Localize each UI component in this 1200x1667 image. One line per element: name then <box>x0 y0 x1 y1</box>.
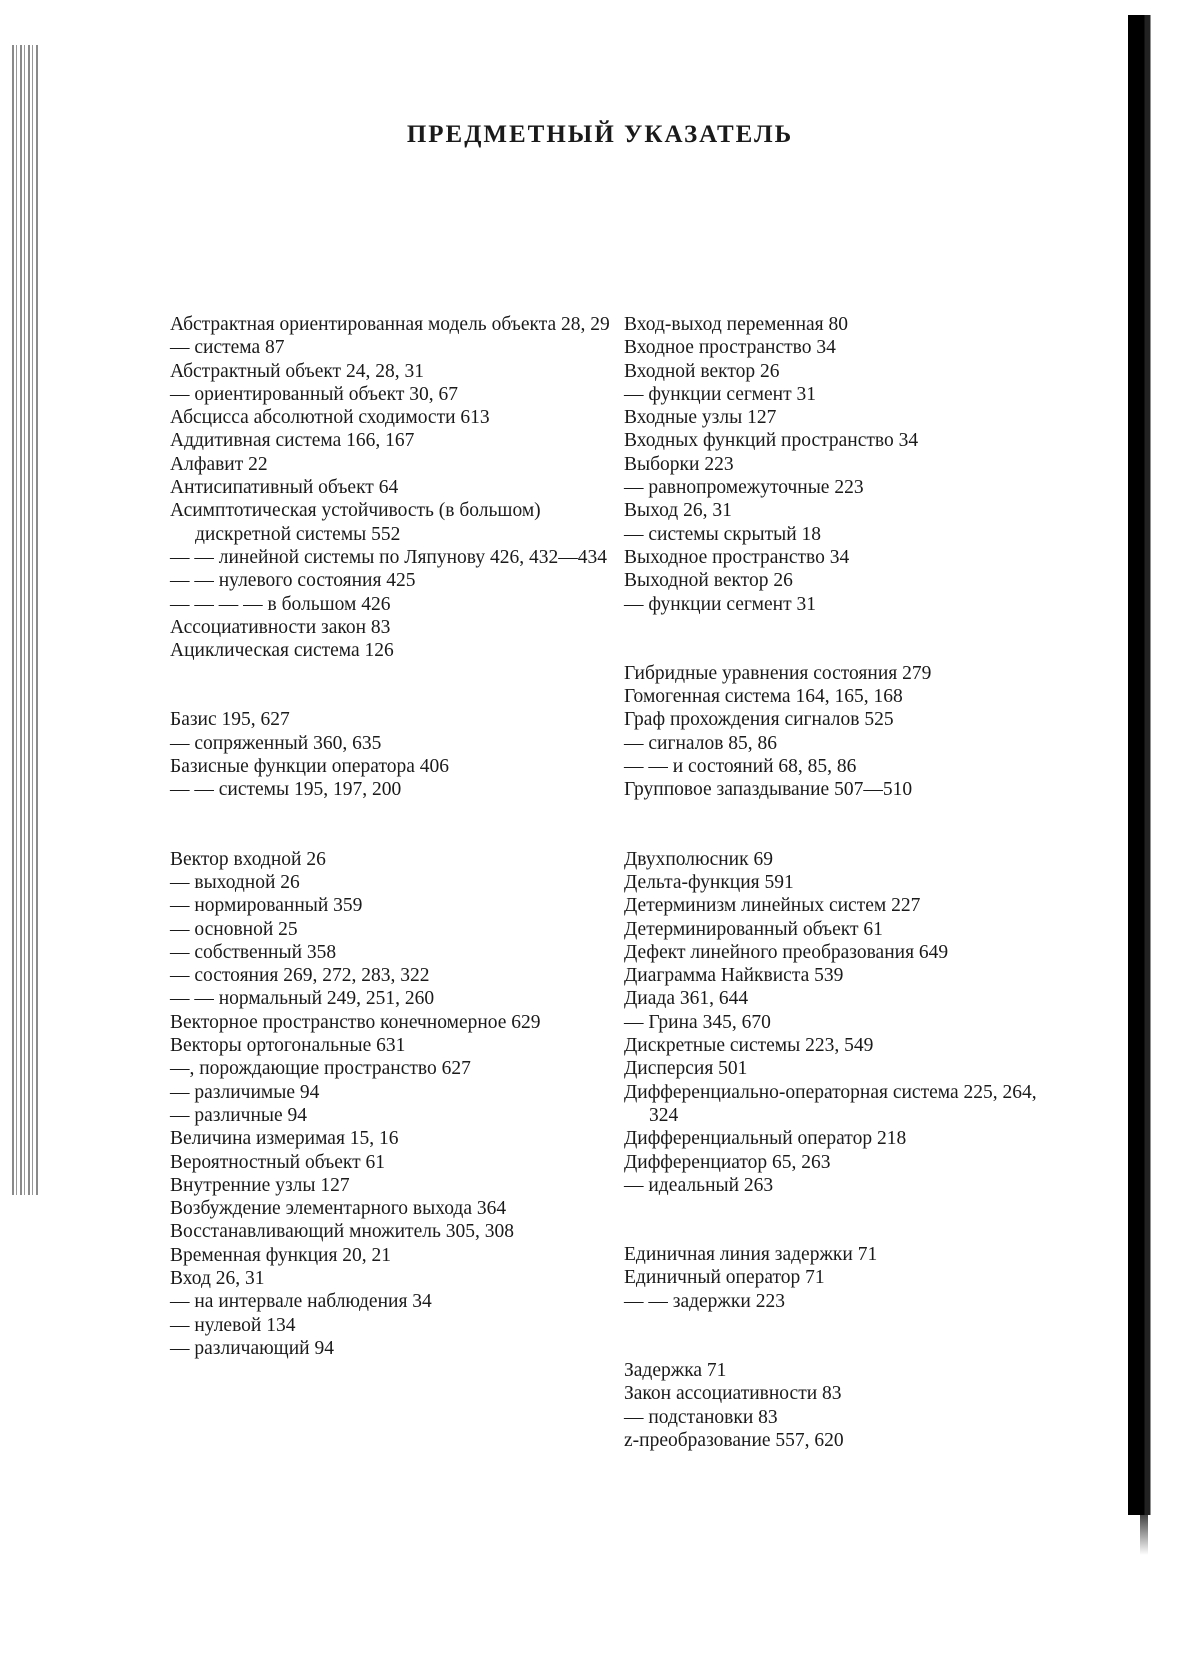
index-entry: — система 87 <box>170 337 285 359</box>
index-entry: — системы скрытый 18 <box>624 523 822 545</box>
index-entry: Дифференциатор 65, 263 <box>624 1151 831 1173</box>
index-entry: Величина измеримая 15, 16 <box>170 1128 399 1150</box>
index-entry: Выходной вектор 26 <box>624 570 793 592</box>
index-entry: — — и состояний 68, 85, 86 <box>624 756 857 778</box>
index-entry: Гомогенная система 164, 165, 168 <box>624 686 903 708</box>
index-section <box>170 848 610 1361</box>
index-entry: Дискретные системы 223, 549 <box>624 1035 874 1057</box>
index-entry: Выход 26, 31 <box>624 500 732 522</box>
index-entry: — функции сегмент 31 <box>624 383 816 405</box>
index-entry: — Грина 345, 670 <box>624 1011 771 1033</box>
index-entry: Входной вектор 26 <box>624 360 780 382</box>
index-entry: Единичная линия задержки 71 <box>624 1244 878 1266</box>
index-section <box>624 848 1064 1197</box>
index-entry: Вход-выход переменная 80 <box>624 314 849 335</box>
section-gap <box>624 1197 1064 1243</box>
index-entry: Возбуждение элементарного выхода 364 <box>170 1198 507 1220</box>
index-entry: Восстанавливающий множитель 305, 308 <box>170 1221 514 1243</box>
index-entry: Ассоциативности закон 83 <box>170 616 391 638</box>
index-entry: Векторы ортогональные 631 <box>170 1035 406 1057</box>
index-section <box>624 1359 1064 1452</box>
index-entry: Базис 195, 627 <box>170 709 290 731</box>
index-entry: Алфавит 22 <box>170 453 268 475</box>
index-entry: — сопряженный 360, 635 <box>170 732 382 754</box>
index-entry: Двухполюсник 69 <box>624 848 773 870</box>
index-entry: — различающий 94 <box>170 1337 334 1359</box>
section-gap <box>624 616 1064 662</box>
index-entry: Выборки 223 <box>624 453 734 475</box>
index-entry: — различимые 94 <box>170 1081 320 1103</box>
index-entry: Диаграмма Найквиста 539 <box>624 965 844 987</box>
index-entry: Временная функция 20, 21 <box>170 1244 392 1266</box>
index-entry: — основной 25 <box>170 918 298 940</box>
index-column-left <box>170 313 610 1360</box>
index-entry: Входные узлы 127 <box>624 407 777 429</box>
index-section <box>624 1243 1064 1313</box>
page-title: ПРЕДМЕТНЫЙ УКАЗАТЕЛЬ <box>406 121 794 148</box>
section-gap <box>624 1313 1064 1359</box>
index-section <box>624 313 1064 616</box>
index-entry: Выходное пространство 34 <box>624 546 850 568</box>
index-entry: — нормированный 359 <box>170 895 363 917</box>
index-entry: Векторное пространство конечномерное 629 <box>170 1011 541 1033</box>
index-entry: Базисные функции оператора 406 <box>170 756 449 778</box>
index-entry: — сигналов 85, 86 <box>624 732 778 754</box>
index-entry: — функции сегмент 31 <box>624 593 816 615</box>
index-entry: z-преобразование 557, 620 <box>624 1429 844 1451</box>
section-gap <box>170 662 610 708</box>
index-entry: Дифференциально-операторная система 225, 264, 324 <box>624 1081 1037 1126</box>
section-gap <box>624 802 1064 848</box>
index-entry: Диада 361, 644 <box>624 988 749 1010</box>
index-entry: Входных функций пространство 34 <box>624 430 919 452</box>
index-entry: — состояния 269, 272, 283, 322 <box>170 965 430 987</box>
index-entry: — на интервале наблюдения 34 <box>170 1291 432 1313</box>
index-entry: Детерминизм линейных систем 227 <box>624 895 921 917</box>
index-entry: — равнопромежуточные 223 <box>624 477 864 499</box>
index-entry: Абстрактная ориентированная модель объекта 28, 29 <box>170 314 610 335</box>
index-entry: — ориентированный объект 30, 67 <box>170 383 459 405</box>
index-entry: — — задержки 223 <box>624 1290 785 1312</box>
index-entry: Дефект линейного преобразования 649 <box>624 941 949 963</box>
index-entry: Ациклическая система 126 <box>170 640 394 662</box>
section-gap <box>170 802 610 848</box>
scan-edge-right <box>1128 15 1158 1515</box>
index-entry: Дельта-функция 591 <box>624 871 794 893</box>
index-entry: — собственный 358 <box>170 941 337 963</box>
index-entry: Аддитивная система 166, 167 <box>170 430 415 452</box>
index-entry: Абстрактный объект 24, 28, 31 <box>170 360 424 382</box>
index-entry: —, порождающие пространство 627 <box>170 1058 471 1080</box>
index-entry: Закон ассоциативности 83 <box>624 1383 842 1405</box>
index-entry: — — нулевого состояния 425 <box>170 570 416 592</box>
index-entry: Задержка 71 <box>624 1359 727 1381</box>
scan-edge-right-tip <box>1140 1515 1148 1555</box>
index-entry: Вход 26, 31 <box>170 1267 265 1289</box>
index-entry: — — линейной системы по Ляпунову 426, 432—434 <box>170 546 607 568</box>
index-entry: Антисипативный объект 64 <box>170 477 399 499</box>
index-entry: Дисперсия 501 <box>624 1058 748 1080</box>
index-section <box>624 662 1064 802</box>
index-entry: — подстановки 83 <box>624 1406 778 1428</box>
index-entry: Единичный оператор 71 <box>624 1267 825 1289</box>
index-entry: — идеальный 263 <box>624 1174 774 1196</box>
index-entry: Абсцисса абсолютной сходимости 613 <box>170 407 490 429</box>
index-entry: Вероятностный объект 61 <box>170 1151 386 1173</box>
index-entry: Асимптотическая устойчивость (в большом) дискретной системы 552 <box>170 500 541 545</box>
index-entry: — выходной 26 <box>170 871 300 893</box>
index-entry: Граф прохождения сигналов 525 <box>624 709 894 731</box>
index-entry: Входное пространство 34 <box>624 337 836 359</box>
index-entry: — различные 94 <box>170 1104 308 1126</box>
index-entry: Гибридные уравнения состояния 279 <box>624 662 932 684</box>
scan-edge-left <box>12 45 38 1195</box>
index-entry: — — системы 195, 197, 200 <box>170 779 402 801</box>
index-entry: Дифференциальный оператор 218 <box>624 1128 907 1150</box>
index-entry: — — нормальный 249, 251, 260 <box>170 988 435 1010</box>
index-entry: Групповое запаздывание 507—510 <box>624 779 913 801</box>
index-section <box>170 313 610 662</box>
index-entry: — — — — в большом 426 <box>170 593 391 615</box>
index-entry: — нулевой 134 <box>170 1314 296 1336</box>
index-entry: Внутренние узлы 127 <box>170 1174 350 1196</box>
index-entry: Детерминированный объект 61 <box>624 918 883 940</box>
index-entry: Вектор входной 26 <box>170 848 326 870</box>
index-column-right <box>624 313 1064 1452</box>
index-section <box>170 708 610 801</box>
